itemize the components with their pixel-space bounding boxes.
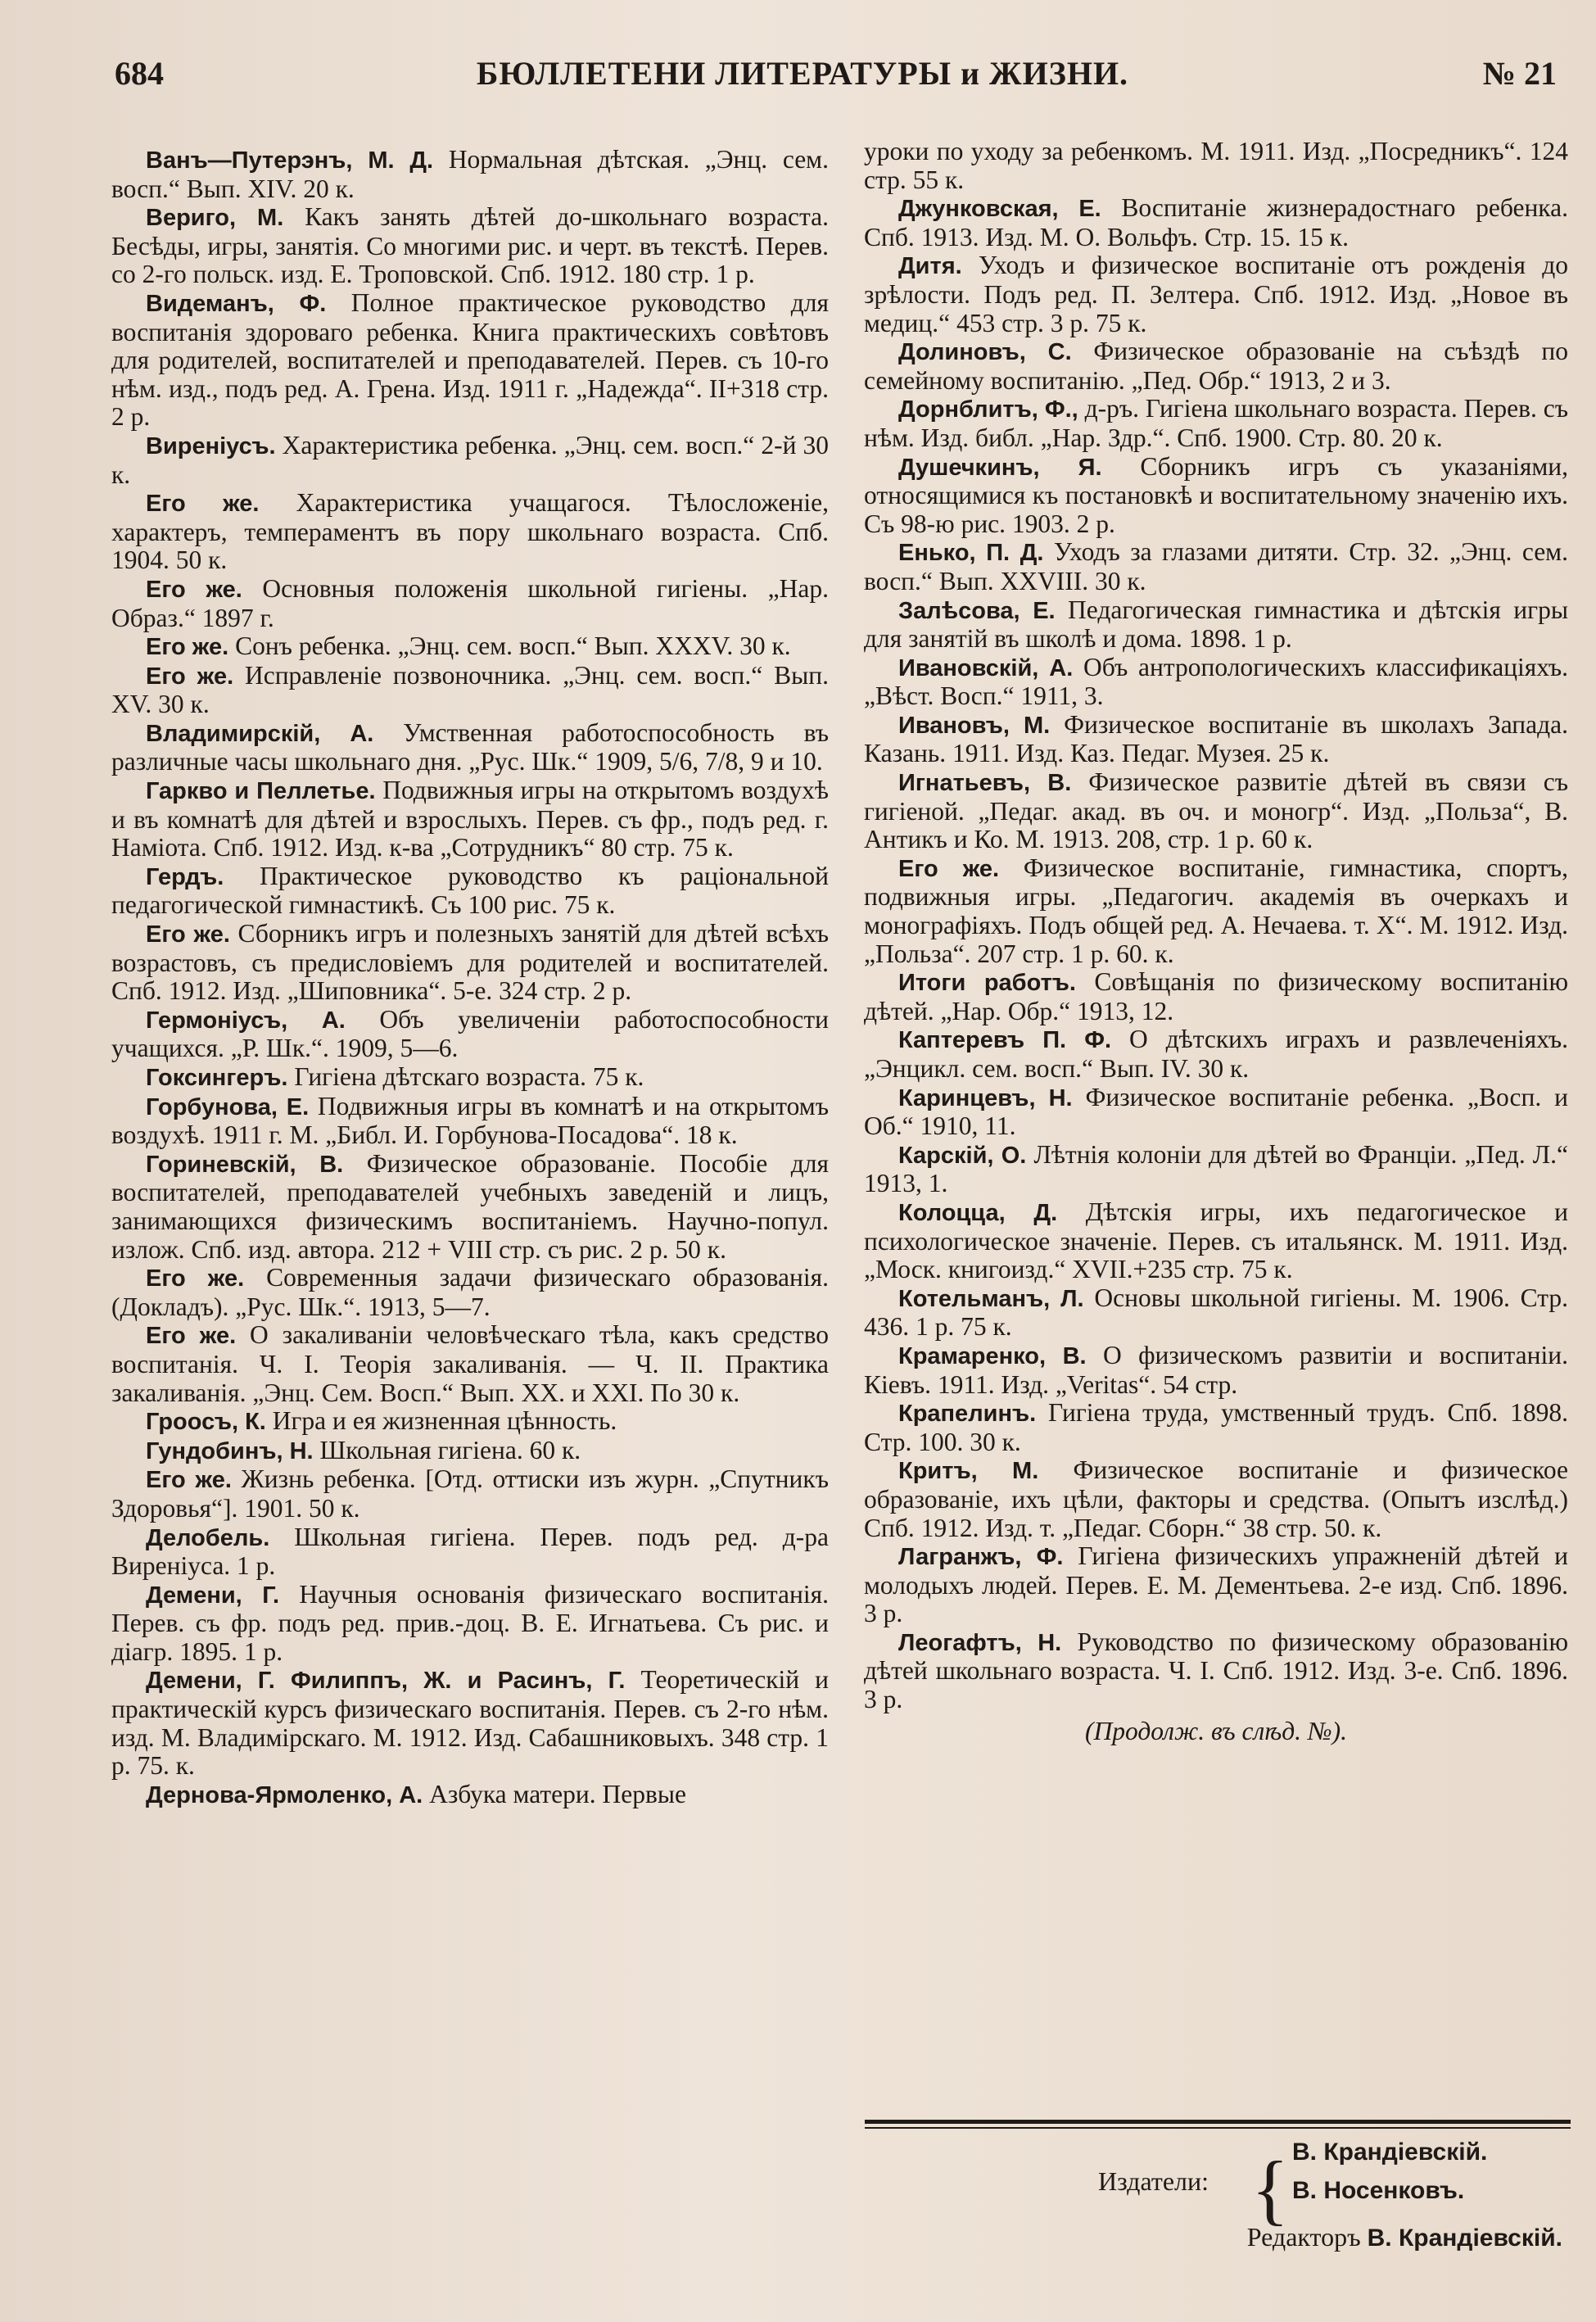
entry-author: Его же. bbox=[146, 634, 229, 661]
entry-text: Сонъ ребенка. „Энц. сем. восп.“ Вып. XXXV. 30 к. bbox=[228, 631, 791, 661]
entry-author: Душечкинъ, Я. bbox=[898, 454, 1102, 481]
bibliography-entry bbox=[864, 194, 1568, 251]
entry-author: Карскій, О. bbox=[898, 1142, 1027, 1169]
bibliography-entry bbox=[864, 596, 1568, 654]
entry-author: Колоцца, Д. bbox=[898, 1199, 1058, 1226]
bibliography-entry bbox=[864, 1198, 1568, 1284]
entry-text: Физическое воспитаніе въ школахъ Запада. Казань. 1911. Изд. Каз. Педаг. Музея. 25 к. bbox=[864, 709, 1568, 768]
entry-text: Современныя задачи физическаго образованія. (Докладъ). „Рус. Шк.“. 1913, 5—7. bbox=[111, 1263, 829, 1321]
entry-text: Полное практическое руководство для воспитанія здороваго ребенка. Книга практическихъ совѣтовъ для родителей, воспитателей и преподавателей. Перев. съ 10-го нѣм. изд., подъ ред. А. Грена. Изд. 1911 г. „Надежда“. II+318 стр. 2 р. bbox=[111, 287, 829, 432]
entry-text: Уходъ за глазами дитяти. Стр. 32. „Энц. сем. восп.“ Вып. XXVIII. 30 к. bbox=[864, 537, 1568, 595]
bibliography-entry bbox=[864, 711, 1568, 768]
entry-author: Его же. bbox=[146, 1323, 237, 1350]
footer-rule-thin bbox=[865, 2127, 1571, 2129]
publishers-label: Издатели: bbox=[1098, 2166, 1209, 2196]
journal-title: БЮЛЛЕТЕНИ ЛИТЕРАТУРЫ и ЖИЗНИ. bbox=[476, 55, 1129, 92]
page-number: 684 bbox=[115, 55, 164, 92]
entry-text: Сборникъ игръ и полезныхъ занятій для дѣтей всѣхъ возрастовъ, съ предисловіемъ для родителей и воспитателей. Спб. 1912. Изд. „Шиповника“. 5-е. 324 стр. 2 р. bbox=[111, 919, 829, 1006]
entry-text: Гигіена труда, умственный трудъ. Спб. 1898. Стр. 100. 30 к. bbox=[864, 1398, 1568, 1456]
entry-author: Игнатьевъ, В. bbox=[898, 770, 1072, 797]
page-header bbox=[106, 54, 1571, 111]
entry-author: Демени, Г. bbox=[146, 1582, 280, 1609]
entry-text: Характеристика ребенка. „Энц. сем. восп.“ 2-й 30 к. bbox=[111, 430, 829, 489]
right-entries bbox=[864, 138, 1568, 1714]
entry-text: О закаливаніи человѣческаго тѣла, какъ средство воспитанія. Ч. I. Теорія закаливанія. — Ч. II. Практика закаливанія. „Энц. Сем. Восп.“ Вып. XX. и XXI. По 30 к. bbox=[111, 1320, 829, 1407]
bibliography-entry bbox=[864, 968, 1568, 1025]
entry-text: Азбука матери. Первые bbox=[423, 1779, 687, 1808]
bibliography-entry bbox=[864, 1628, 1568, 1714]
bibliography-entry bbox=[864, 538, 1568, 595]
entry-author: Лагранжъ, Ф. bbox=[898, 1544, 1064, 1571]
bibliography-entry bbox=[111, 719, 829, 776]
bibliography-entry bbox=[111, 1264, 829, 1321]
entry-author: Владимирскій, А. bbox=[146, 720, 374, 747]
bibliography-entry bbox=[111, 432, 829, 489]
entry-author: Дернова-Ярмоленко, А. bbox=[146, 1781, 423, 1808]
bibliography-entry bbox=[864, 1084, 1568, 1141]
bibliography-entry bbox=[864, 251, 1568, 337]
bibliography-entry bbox=[864, 1025, 1568, 1083]
entry-author: Его же. bbox=[146, 491, 260, 518]
entry-author: Видеманъ, Ф. bbox=[146, 290, 327, 317]
entry-author: Дорнблитъ, Ф., bbox=[898, 396, 1078, 423]
entry-text: Педагогическая гимнастика и дѣтскія игры для занятій въ школѣ и дома. 1898. 1 р. bbox=[864, 595, 1568, 654]
entry-author: Гундобинъ, Н. bbox=[146, 1437, 314, 1464]
entry-text: Объ антропологическихъ классификаціяхъ. „Вѣст. Восп.“ 1911, 3. bbox=[864, 652, 1568, 711]
bibliography-entry bbox=[111, 1093, 829, 1150]
entry-author: Гаркво и Пеллетье. bbox=[146, 778, 376, 805]
bibliography-entry bbox=[111, 1523, 829, 1581]
bibliography-entry bbox=[111, 489, 829, 575]
entry-text: Характеристика учащагося. Тѣлосложеніе, характеръ, темпераментъ въ пору школьнаго возраста. Спб. 1904. 50 к. bbox=[111, 488, 829, 575]
entry-author: Дитя. bbox=[898, 253, 962, 280]
entry-text: Умственная работоспособность въ различные часы школьнаго дня. „Рус. Шк.“ 1909, 5/6, 7/8, 9 и 10. bbox=[111, 717, 829, 776]
entry-author: Его же. bbox=[898, 855, 1000, 882]
bibliography-entry bbox=[864, 138, 1568, 194]
bibliography-entry bbox=[111, 1781, 829, 1810]
bibliography-entry bbox=[111, 1407, 829, 1437]
entry-text: Физическое образованіе на съѣздѣ по семейному воспитанію. „Пед. Обр.“ 1913, 2 и 3. bbox=[864, 337, 1568, 395]
continuation-note: (Продолж. въ слѣд. №). bbox=[1085, 1716, 1347, 1745]
entry-text: Физическое воспитаніе и физическое образованіе, ихъ цѣли, факторы и средства. (Опытъ изслѣд.) Спб. 1912. Изд. т. „Педаг. Сборн.“ 38 стр. 50. к. bbox=[864, 1455, 1568, 1542]
entry-author: Виреніусъ. bbox=[146, 432, 276, 459]
entry-text: Гигіена дѣтскаго возраста. 75 к. bbox=[287, 1062, 644, 1091]
entry-author: Енько, П. Д. bbox=[898, 540, 1044, 567]
left-column bbox=[111, 146, 829, 1809]
bibliography-entry bbox=[111, 1006, 829, 1063]
bibliography-entry bbox=[864, 854, 1568, 968]
entry-text: Основныя положенія школьной гигіены. „Нар. Образ.“ 1897 г. bbox=[111, 573, 829, 632]
entry-text: Лѣтнія колоніи для дѣтей во Франціи. „Пед. Л.“ 1913, 1. bbox=[864, 1139, 1569, 1198]
entry-text: Совѣщанія по физическому воспитанію дѣтей. „Нар. Обр.“ 1913, 12. bbox=[864, 967, 1568, 1025]
footer-rule-thick bbox=[865, 2120, 1571, 2124]
entry-author: Джунковская, Е. bbox=[898, 196, 1101, 223]
bibliography-entry bbox=[111, 776, 829, 862]
entry-author: Его же. bbox=[146, 921, 230, 948]
entry-author: Горбунова, Е. bbox=[146, 1093, 310, 1120]
bibliography-entry bbox=[111, 203, 829, 289]
entry-author: Его же. bbox=[146, 663, 234, 690]
bibliography-entry bbox=[864, 1141, 1568, 1198]
entry-text: Школьная гигіена. 60 к. bbox=[313, 1435, 581, 1464]
entry-text: Воспитаніе жизнерадостнаго ребенка. Спб. 1913. Изд. М. О. Вольфъ. Стр. 15. 15 к. bbox=[864, 193, 1568, 251]
entry-text: Физическое развитіе дѣтей въ связи съ гигіеной. „Педаг. акад. въ оч. и моногр“. Изд. „Польза“, В. Антикъ и Ко. М. 1913. 208, стр. 1 р. 60 к. bbox=[864, 767, 1569, 854]
entry-author: Каринцевъ, Н. bbox=[898, 1084, 1073, 1111]
entry-text: Игра и ея жизненная цѣнность. bbox=[265, 1406, 617, 1436]
bibliography-entry bbox=[111, 1437, 829, 1466]
bibliography-entry bbox=[864, 337, 1568, 395]
entry-text: Какъ занять дѣтей до-школьнаго возраста. Бесѣды, игры, занятія. Со многими рис. и черт. въ текстѣ. Перев. со 2-го польск. изд. Е. Троповской. Спб. 1912. 180 стр. 1 р. bbox=[111, 202, 829, 289]
entry-author: Вериго, М. bbox=[146, 205, 284, 232]
entry-text: Уходъ и физическое воспитаніе отъ рожденія до зрѣлости. Подъ ред. П. Зелтера. Спб. 1912. Изд. „Новое въ медиц.“ 453 стр. 3 р. 75 к. bbox=[864, 251, 1568, 337]
bibliography-entry bbox=[864, 1342, 1568, 1399]
entry-author: Его же. bbox=[146, 1467, 232, 1494]
bibliography-entry bbox=[864, 1456, 1568, 1542]
entry-text: Школьная гигіена. Перев. подъ ред. д-ра Виреніуса. 1 р. bbox=[111, 1522, 829, 1581]
entry-text: Объ увеличеніи работоспособности учащихся. „Р. Шк.“. 1909, 5—6. bbox=[111, 1004, 829, 1063]
editor-name: В. Крандіевскій. bbox=[1367, 2225, 1562, 2252]
entry-author: Гроосъ, К. bbox=[146, 1409, 266, 1436]
entry-text: Физическое воспитаніе, гимнастика, спортъ, подвижныя игры. „Педагогич. академія въ очеркахъ и монографіяхъ. Подъ общей ред. А. Нечаева. т. X“. М. 1912. Изд. „Польза“. 207 стр. 1 р. 60. к. bbox=[864, 853, 1568, 968]
entry-author: Крапелинъ. bbox=[898, 1401, 1037, 1428]
entry-text: Дѣтскія игры, ихъ педагогическое и психологическое значеніе. Перев. съ итальянск. М. 1911. Изд. „Моск. книгоизд.“ XVII.+235 стр. 75 к. bbox=[864, 1197, 1568, 1284]
publisher-1: В. Крандіевскій. bbox=[1292, 2139, 1488, 2166]
entry-text: О физическомъ развитіи и воспитаніи. Кіевъ. 1911. Изд. „Veritas“. 54 стр. bbox=[864, 1340, 1568, 1399]
bibliography-entry bbox=[111, 575, 829, 632]
entry-author: Ивановъ, М. bbox=[898, 712, 1051, 739]
brace-glyph: { bbox=[1251, 2145, 1290, 2233]
bibliography-entry bbox=[111, 862, 829, 920]
bibliography-entry bbox=[864, 654, 1568, 711]
entry-text: Руководство по физическому образованію дѣтей школьнаго возраста. Ч. I. Спб. 1912. Изд. 3-е. Спб. 1896. 3 р. bbox=[864, 1627, 1568, 1714]
entry-author: Гоксингеръ. bbox=[146, 1065, 288, 1091]
bibliography-entry bbox=[111, 1581, 829, 1667]
entry-author: Каптеревъ П. Ф. bbox=[898, 1027, 1112, 1054]
bibliography-entry bbox=[864, 395, 1568, 452]
entry-text: О дѣтскихъ играхъ и развлеченіяхъ. „Энцикл. сем. восп.“ Вып. IV. 30 к. bbox=[864, 1025, 1568, 1083]
entry-text: Научныя основанія физическаго воспитанія. Перев. съ фр. подъ ред. прив.-доц. В. Е. Игнатьева. Съ рис. и діагр. 1895. 1 р. bbox=[111, 1579, 829, 1666]
editor-label: Редакторъ bbox=[1246, 2222, 1361, 2252]
entry-text: Подвижныя игры на открытомъ воздухѣ и въ комнатѣ для дѣтей и взрослыхъ. Перев. съ фр., подъ ред. г. Наміота. Спб. 1912. Изд. к-ва „Сотрудникъ“ 80 стр. 75 к. bbox=[111, 776, 829, 862]
bibliography-entry bbox=[111, 1321, 829, 1407]
entry-author: Ивановскій, А. bbox=[898, 654, 1074, 681]
bibliography-entry bbox=[111, 1465, 829, 1523]
entry-author: Демени, Г. Филиппъ, Ж. и Расинъ, Г. bbox=[146, 1668, 626, 1695]
bibliography-entry bbox=[864, 1284, 1568, 1342]
entry-author: Критъ, М. bbox=[898, 1458, 1039, 1485]
editor-line bbox=[1247, 2222, 1562, 2252]
entry-text: Сборникъ игръ съ указаніями, относящимися къ постановкѣ и воспитательному значенію ихъ. Съ 98-ю рис. 1903. 2 р. bbox=[864, 451, 1568, 538]
entry-text: Основы школьной гигіены. М. 1906. Стр. 436. 1 р. 75 к. bbox=[864, 1283, 1568, 1342]
entry-author: Залѣсова, Е. bbox=[898, 597, 1056, 624]
entry-text: Гигіена физическихъ упражненій дѣтей и молодыхъ людей. Перев. Е. М. Дементьева. 2-е изд. Спб. 1896. 3 р. bbox=[864, 1541, 1568, 1628]
entry-author: Итоги работъ. bbox=[898, 970, 1076, 997]
bibliography-entry bbox=[111, 920, 829, 1006]
bibliography-entry bbox=[111, 289, 829, 432]
bibliography-entry bbox=[111, 662, 829, 719]
entry-text: Практическое руководство къ раціональной педагогической гимнастикѣ. Съ 100 рис. 75 к. bbox=[111, 861, 829, 920]
entry-author: Долиновъ, С. bbox=[898, 339, 1072, 366]
entry-text: Исправленіе позвоночника. „Энц. сем. восп.“ Вып. XV. 30 к. bbox=[111, 660, 829, 719]
bibliography-entry bbox=[864, 1399, 1568, 1456]
bibliography-entry bbox=[864, 453, 1568, 539]
entry-author: Котельманъ, Л. bbox=[898, 1285, 1084, 1312]
entry-text: Физическое образованіе. Пособіе для воспитателей, преподавателей учебныхъ заведеній и лицъ, занимающихся физическимъ воспитаніемъ. Научно-попул. излож. Спб. изд. автора. 212 + VIII стр. съ рис. 2 р. 50 к. bbox=[111, 1148, 829, 1264]
entry-author: Его же. bbox=[146, 576, 242, 603]
bibliography-entry bbox=[111, 1666, 829, 1780]
bibliography-entry bbox=[111, 146, 829, 203]
right-column bbox=[864, 138, 1568, 1745]
entry-author: Делобель. bbox=[146, 1524, 270, 1551]
entry-text: Подвижныя игры въ комнатѣ и на открытомъ воздухѣ. 1911 г. М. „Библ. И. Горбунова-Посадова“. 18 к. bbox=[111, 1091, 830, 1150]
entry-text: д-ръ. Гигіена школьнаго возраста. Перев. съ нѣм. Изд. библ. „Нар. Здр.“. Спб. 1900. Стр. 80. 20 к. bbox=[864, 394, 1568, 452]
entry-author: Его же. bbox=[146, 1265, 245, 1292]
entry-author: Крамаренко, В. bbox=[898, 1342, 1087, 1369]
entry-text: Теоретическій и практическій курсъ физическаго воспитанія. Перев. съ 2-го нѣм. изд. М. Владимірскаго. М. 1912. Изд. Сабашниковыхъ. 348 стр. 1 р. 75. к. bbox=[111, 1665, 829, 1781]
entry-author: Гермоніусъ, А. bbox=[146, 1007, 346, 1034]
bibliography-entry bbox=[111, 632, 829, 662]
entry-text: Физическое воспитаніе ребенка. „Восп. и Об.“ 1910, 11. bbox=[864, 1082, 1569, 1141]
bibliography-entry bbox=[111, 1063, 829, 1093]
entry-author: Гердъ. bbox=[146, 863, 224, 890]
entry-author: Ванъ—Путерэнъ, М. Д. bbox=[146, 147, 434, 174]
bibliography-entry bbox=[864, 1542, 1568, 1628]
entry-author: Леогафтъ, Н. bbox=[898, 1629, 1062, 1656]
entry-text: Нормальная дѣтская. „Энц. сем. восп.“ Вып. XIV. 20 к. bbox=[111, 145, 829, 203]
entry-text: уроки по уходу за ребенкомъ. М. 1911. Изд. „Посредникъ“. 124 стр. 55 к. bbox=[864, 137, 1568, 194]
publisher-2: В. Носенковъ. bbox=[1292, 2177, 1465, 2204]
entry-text: Жизнь ребенка. [Отд. оттиски изъ журн. „Спутникъ Здоровья“]. 1901. 50 к. bbox=[111, 1464, 829, 1523]
bibliography-entry bbox=[864, 768, 1568, 854]
entry-author: Гориневскій, В. bbox=[146, 1151, 344, 1178]
bibliography-entry bbox=[111, 1150, 829, 1264]
issue-number: № 21 bbox=[1482, 55, 1557, 92]
